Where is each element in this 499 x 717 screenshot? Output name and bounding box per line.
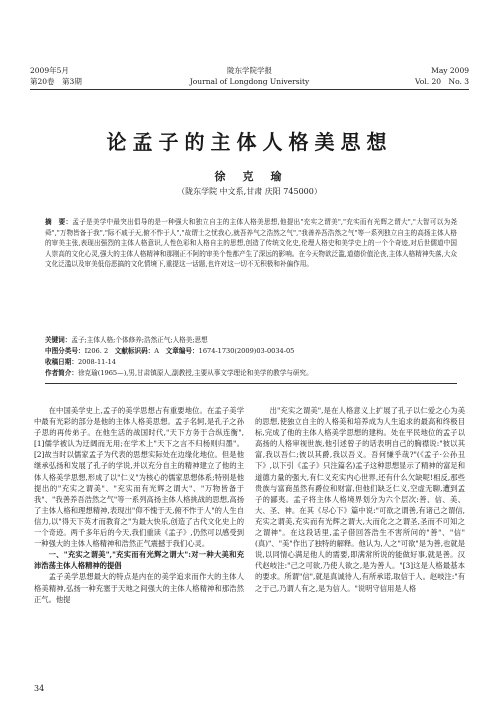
class-no: I206. 2 [84, 347, 109, 355]
abstract [45, 217, 457, 270]
body-column-right [255, 405, 465, 594]
article-no: 1674-1730(2009)03-0034-05 [198, 347, 295, 355]
keywords-line [45, 335, 457, 346]
body-column-left [34, 405, 244, 605]
header-journal-en: Journal of Longdong University [189, 77, 310, 86]
paper-title: 论孟子的主体人格美思想 [106, 130, 393, 154]
section-heading: 一、"充实之谓美","充实而有光辉之谓大":对一种大美和充沛浩荡主体人格精神的提倡 [34, 550, 244, 571]
body-paragraph: 在中国美学史上,孟子的美学思想占有重要地位。在孟子美学中最有光彩的部分是他的主体人格美思想。孟子名轲,是孔子之孙子思的再传弟子。在他生活的战国时代,"天下方务于合纵连衡",[1]儒学被认为迂阔而无用;在学术上"天下之言不归杨则归墨"。[2]故当时以儒家孟子为代表的思想实际处在边缘化地位。但是他继承弘扬和发展了孔子的学说,并以充分自主的精神建立了他的主体人格美学思想,形成了以"仁义"为核心的儒家思想体系;特别是他提出的"充实之谓美"、"充实而有光辉之谓大"、"万物皆备于我"、"我善养吾浩然之气"等一系列高扬主体人格挑战的思想,高扬了主体人格和理想精神,表现出"仰不愧于天,俯不怍于人"的人生自信力,以"得天下英才而教育之"为最大快乐,创造了古代文化史上的一个奇迹。两千多年后的今天,我们重读《孟子》,仍然可以感受到一种强大的主体人格精神和浩然正气震撼于我们心灵。 [34, 406, 244, 549]
received-label: 收稿日期： [45, 358, 78, 366]
page-number: 34 [34, 684, 45, 693]
author-bio-label: 作者简介： [45, 369, 78, 377]
header-rule [30, 89, 469, 90]
received-line [45, 357, 457, 368]
author-name: 徐 克 瑜 [214, 170, 285, 183]
header-volume-en: Vol. 20 No. 3 [415, 77, 469, 86]
doccode: A [154, 347, 160, 355]
abstract-rule [45, 383, 457, 384]
doccode-label: 文献标识码： [114, 347, 155, 355]
keywords: 孟子;主体人格;个体修养;浩然正气;人格美;思想 [71, 336, 208, 344]
body-paragraph: 出"充实之谓美",是在人格意义上扩展了孔子以仁爱之心为美的思想,使独立自主的人格美和培养成为人生追求的最高和终极目标,完成了他的主体人格美学思想的建构。处在平民地位的孟子以高扬的人格审视世族,他引述曾子的话表明自己的胸襟说:"彼以其富,我以吾仁;彼以其爵,我以吾义。吾何慊乎哉?"(《孟子·公孙丑下》,以下引《孟子》只注篇名)孟子这种思想显示了精神的富足和道德力量的强大,有仁义充实内心世界,还有什么欠缺呢!相反,那些贵族与富商虽然有爵位和财富,但他们缺乏仁义,空虚无聊,遭到孟子的鄙夷。孟子将主体人格境界划分为六个层次:善、信、美、大、圣、神。在其《尽心下》篇中说:"可欲之谓善,有诸己之谓信,充实之谓美,充实而有光辉之谓大,大而化之之谓圣,圣而不可知之之谓神"。在这段话里,孟子借回答浩生不害所问的"善"、"信"(真)"、"美"作出了独特的解释。他认为,人之"可欲"是为善,也就是说,以同情心满足他人的需要,即满常所说的能做好事,就是善。汉代赵岐注:"己之可欲,乃使人欲之,是为善人。"[3]这是人格最基本的要求。所谓"信",就是真诚待人,有所承诺,取信于人。赵岐注:"有之于己,乃谓人有之,是为信人。"说明守信用是人格 [255, 406, 465, 593]
header-volume: 第20卷 第3期 [30, 77, 82, 86]
abstract-label: 摘 要： [45, 218, 73, 226]
keywords-label: 关键词： [45, 336, 72, 344]
body-paragraph: 孟子美学思想最大的特点是内在的美学追求而作大的主体人格美精神,弘扬一种充塞于天地之间强大的主体人格精神和那浩然正气。他提 [34, 572, 244, 604]
author-bio: 徐克瑜(1965—),男,甘肃镇原人,副教授,主要从事文学理论和美学的教学与研究。 [77, 369, 313, 377]
header-date-en: May 2009 [431, 66, 469, 75]
article-label: 文章编号： [165, 347, 199, 355]
author-bio-line [45, 368, 457, 379]
abstract-text: 孟子是美学中最突出倡导的是一种强大和独立自主的主体人格美思想,他提出"充实之谓美","充实而有光辉之谓大","大智可以为尧舜","万物皆备于我","际不戚于天,俯不怍于人","故谓士之忧我心,就吾养气之浩然之气","我善养吾浩然之气"等一系列独立自主的高扬主体人格的审美主张,表现出强烈的主体人格意识,人性色彩和人格自主的思想,创造了传统文化史,伦理人格史和美学史上的一个个奇迹,对后世儒道中国人崇高的文化心灵,强大的主体人格精神和那刚正不阿的审美个性都产生了深远的影响。在今天物欲泛滥,道德价值沦丧,主体人格精神失落,大众文化泛滥以及审美低俗恶搞的文化情境下,重提这一话题,也许对这一切不无积极和补偏作用。 [45, 218, 458, 268]
author-affiliation: （陇东学院 中文系,甘肃 庆阳 745000） [177, 187, 322, 196]
header-date: 2009年5月 [30, 66, 69, 75]
class-label: 中图分类号： [45, 347, 85, 355]
received-date: 2008-11-14 [77, 358, 116, 366]
header-journal-cn: 陇东学院学报 [227, 66, 272, 75]
classification-line [45, 346, 457, 357]
